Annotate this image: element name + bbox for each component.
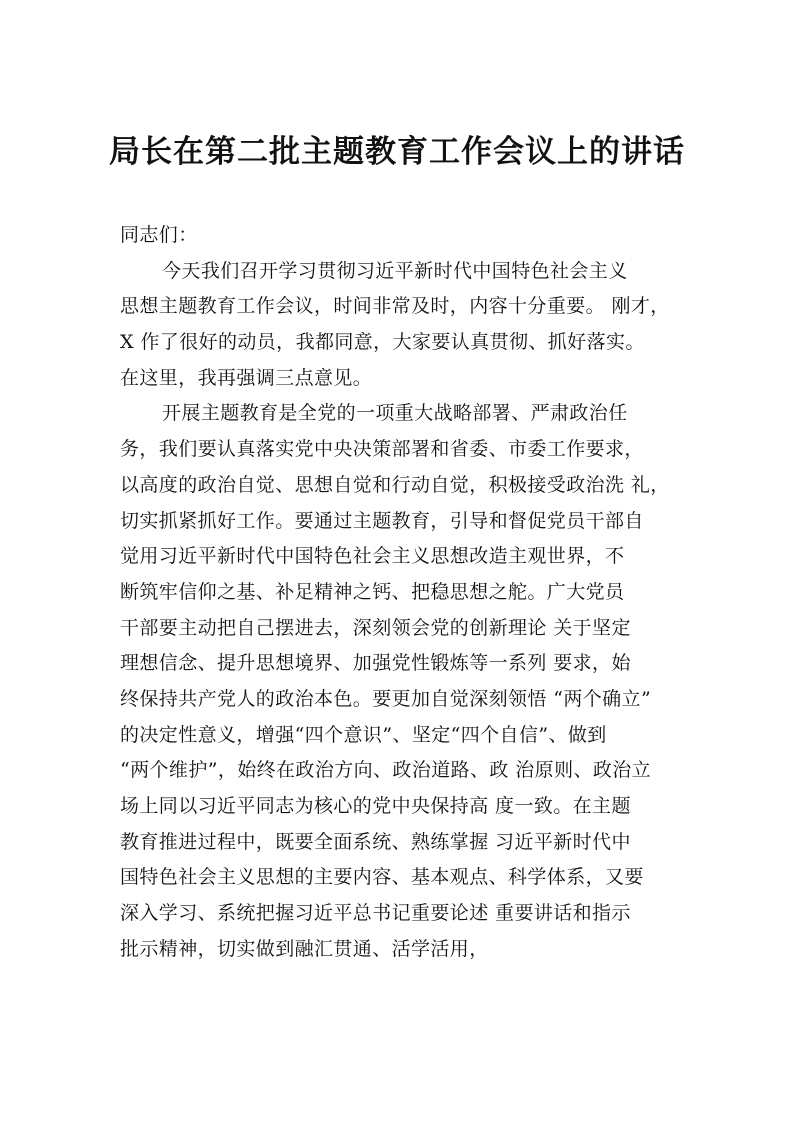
paragraph-line: 开展主题教育是全党的一项重大战略部署、严肃政治任 bbox=[162, 402, 628, 425]
paragraph-line: “两个维护”，始终在政治方向、政治道路、政 治原则、政治立 bbox=[120, 759, 652, 782]
paragraph-line: 的决定性意义，增强“四个意识”、坚定“四个自信”、做到 bbox=[120, 723, 607, 746]
paragraph-line: 国特色社会主义思想的主要内容、基本观点、科学体系，又要 bbox=[120, 866, 644, 889]
paragraph-line: 终保持共产党人的政治本色。要更加自觉深刻领悟 “两个确立” bbox=[120, 687, 652, 710]
paragraph-line: 深入学习、系统把握习近平总书记重要论述 重要讲话和指示 bbox=[120, 902, 631, 925]
paragraph-line: 切实抓紧抓好工作。要通过主题教育，引导和督促党员干部自 bbox=[120, 509, 644, 532]
paragraph-line: 教育推进过程中，既要全面系统、熟练掌握 习近平新时代中 bbox=[120, 830, 631, 853]
paragraph-line: 场上同以习近平同志为核心的党中央保持高 度一致。在主题 bbox=[120, 795, 631, 817]
document-body bbox=[120, 218, 720, 967]
paragraph-line: 今天我们召开学习贯彻习近平新时代中国特色社会主义 bbox=[162, 259, 628, 282]
paragraph-line: 务，我们要认真落实党中央决策部署和省委、市委工作要求， bbox=[120, 438, 644, 461]
paragraph-line: 思想主题教育工作会议，时间非常及时，内容十分重要。 刚才， bbox=[120, 295, 670, 318]
paragraph-line: 觉用习近平新时代中国特色社会主义思想改造主观世界，不 bbox=[120, 545, 625, 568]
paragraph-line: X 作了很好的动员，我都同意，大家要认真贯彻、抓好落实。 bbox=[120, 331, 645, 354]
paragraph-line: 理想信念、提升思想境界、加强党性锻炼等一系列 要求，始 bbox=[120, 652, 631, 675]
paragraph-line: 批示精神，切实做到融汇贯通、活学活用， bbox=[120, 937, 489, 960]
salutation-line: 同志们： bbox=[120, 224, 198, 246]
paragraph-line: 干部要主动把自己摆进去，深刻领会党的创新理论 关于坚定 bbox=[120, 616, 631, 639]
paragraph-line: 断筑牢信仰之基、补足精神之钙、把稳思想之舵。广大党员 bbox=[120, 580, 625, 603]
paragraph-line: 以高度的政治自觉、思想自觉和行动自觉，积极接受政治洗 礼， bbox=[120, 473, 670, 496]
document-title: 局长在第二批主题教育工作会议上的讲话 bbox=[109, 134, 685, 170]
paragraph-line: 在这里，我再强调三点意见。 bbox=[120, 366, 373, 389]
